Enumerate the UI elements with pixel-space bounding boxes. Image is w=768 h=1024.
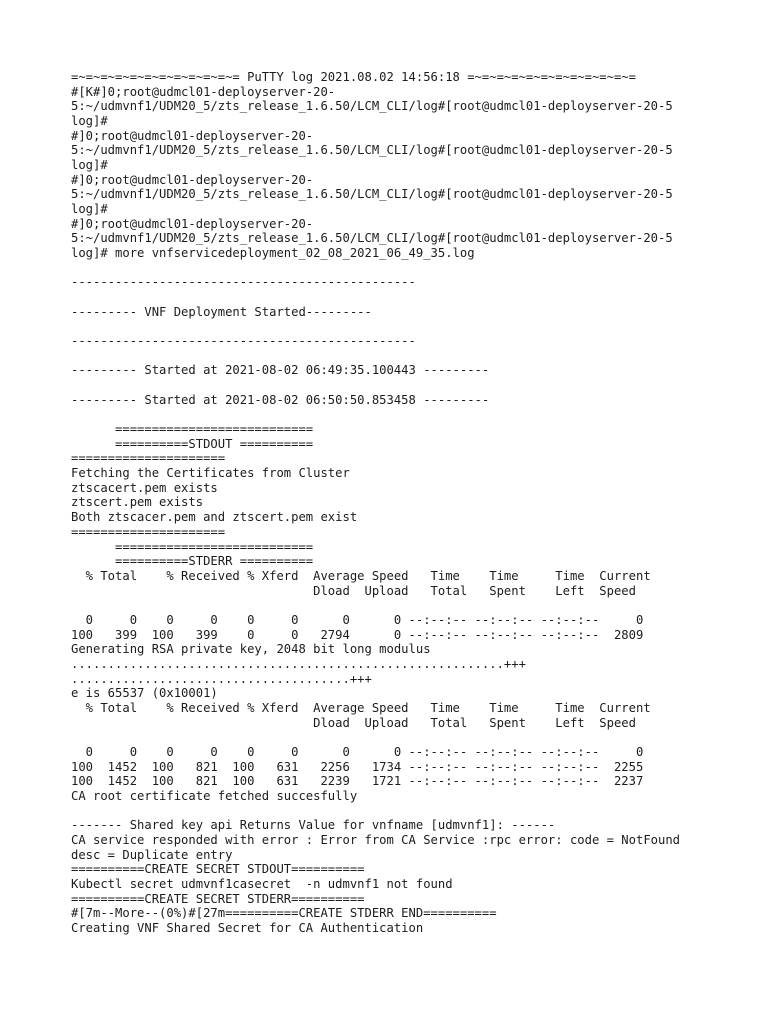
log-line: Kubectl secret udmvnf1casecret -n udmvnf1 not found: [71, 876, 453, 891]
log-line: [71, 407, 761, 422]
log-line: 5:~/udmvnf1/UDM20_5/zts_release_1.6.50/LCM_CLI/log#[root@udmcl01-deployserver-20-5: [71, 99, 673, 114]
log-line: [71, 319, 761, 334]
log-line: ==========STDERR ==========: [71, 554, 314, 569]
log-line: Dload Upload Total Spent Left Speed: [71, 583, 636, 598]
log-line: 0 0 0 0 0 0 0 0 --:--:-- --:--:-- --:--:-- 0: [71, 612, 644, 627]
log-line: log]#: [71, 114, 108, 129]
log-line: Dload Upload Total Spent Left Speed: [71, 715, 636, 730]
log-line: [71, 378, 761, 393]
log-line: 100 399 100 399 0 0 2794 0 --:--:-- --:--:-- --:--:-- 2809: [71, 627, 644, 642]
log-line: #[K#]0;root@udmcl01-deployserver-20-: [71, 84, 336, 99]
log-line: #]0;root@udmcl01-deployserver-20-: [71, 172, 314, 187]
log-line: #[7m--More--(0%)#[27m==========CREATE STDERR END==========: [71, 906, 497, 921]
log-line: ==========CREATE SECRET STDERR==========: [71, 891, 365, 906]
log-line: ==========CREATE SECRET STDOUT==========: [71, 862, 365, 877]
log-line: 5:~/udmvnf1/UDM20_5/zts_release_1.6.50/LCM_CLI/log#[root@udmcl01-deployserver-20-5: [71, 187, 673, 202]
log-line: Generating RSA private key, 2048 bit long modulus: [71, 642, 431, 657]
log-line: =====================: [71, 524, 226, 539]
log-line: 100 1452 100 821 100 631 2239 1721 --:--:-- --:--:-- --:--:-- 2237: [71, 774, 644, 789]
log-line: ==========STDOUT ==========: [71, 436, 314, 451]
log-line: #]0;root@udmcl01-deployserver-20-: [71, 128, 314, 143]
log-line: --------- Started at 2021-08-02 06:50:50.853458 ---------: [71, 392, 490, 407]
log-line: [71, 598, 761, 613]
terminal-log-output: [71, 70, 761, 936]
log-line: desc = Duplicate entry: [71, 847, 233, 862]
log-line: % Total % Received % Xferd Average Speed Time Time Time Current: [71, 700, 651, 715]
log-line: log]#: [71, 158, 108, 173]
log-line: e is 65537 (0x10001): [71, 686, 218, 701]
log-line: 5:~/udmvnf1/UDM20_5/zts_release_1.6.50/LCM_CLI/log#[root@udmcl01-deployserver-20-5: [71, 143, 673, 158]
log-line: ===========================: [71, 422, 314, 437]
log-line: [71, 261, 761, 276]
log-line: CA root certificate fetched succesfully: [71, 788, 358, 803]
log-line: log]# more vnfservicedeployment_02_08_2021_06_49_35.log: [71, 246, 475, 261]
log-line: -----------------------------------------------: [71, 275, 416, 290]
log-line: #]0;root@udmcl01-deployserver-20-: [71, 216, 314, 231]
log-line: [71, 349, 761, 364]
log-line: ------- Shared key api Returns Value for vnfname [udmvnf1]: ------: [71, 818, 556, 833]
log-line: ztscert.pem exists: [71, 495, 204, 510]
log-line: % Total % Received % Xferd Average Speed Time Time Time Current: [71, 568, 651, 583]
log-line: ===========================: [71, 539, 314, 554]
log-line: log]#: [71, 202, 108, 217]
log-line: ......................................+++: [71, 671, 372, 686]
log-line: 0 0 0 0 0 0 0 0 --:--:-- --:--:-- --:--:-- 0: [71, 744, 644, 759]
log-line: Creating VNF Shared Secret for CA Authentication: [71, 920, 424, 935]
log-line: [71, 804, 761, 819]
log-line: [71, 730, 761, 745]
log-line: ztscacert.pem exists: [71, 480, 218, 495]
log-line: [71, 290, 761, 305]
log-line: --------- VNF Deployment Started---------: [71, 304, 372, 319]
log-line: 100 1452 100 821 100 631 2256 1734 --:--:-- --:--:-- --:--:-- 2255: [71, 759, 644, 774]
log-line: --------- Started at 2021-08-02 06:49:35.100443 ---------: [71, 363, 490, 378]
log-line: 5:~/udmvnf1/UDM20_5/zts_release_1.6.50/LCM_CLI/log#[root@udmcl01-deployserver-20-5: [71, 231, 673, 246]
log-line: Both ztscacer.pem and ztscert.pem exist: [71, 510, 358, 525]
log-line: CA service responded with error : Error from CA Service :rpc error: code = NotFound: [71, 832, 681, 847]
log-line: =~=~=~=~=~=~=~=~=~=~=~= PuTTY log 2021.08.02 14:56:18 =~=~=~=~=~=~=~=~=~=~=~=: [71, 70, 636, 84]
log-line: =====================: [71, 451, 226, 466]
log-line: ...........................................................+++: [71, 656, 526, 671]
log-line: -----------------------------------------------: [71, 334, 416, 349]
log-line: Fetching the Certificates from Cluster: [71, 466, 350, 481]
